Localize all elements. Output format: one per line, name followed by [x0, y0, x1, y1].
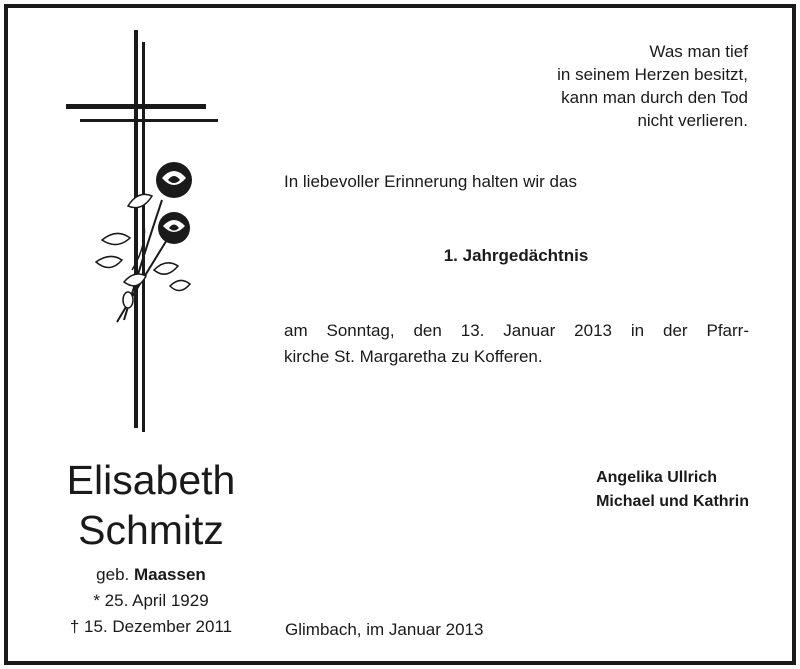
memorial-quote [557, 40, 748, 132]
nee-prefix: geb. [96, 565, 134, 584]
cross-with-roses-icon [62, 30, 222, 432]
place-date: Glimbach, im Januar 2013 [285, 620, 484, 639]
service-line: am Sonntag, den 13. Januar 2013 in der Pfarr- [284, 321, 749, 340]
death-date: † 15. Dezember 2011 [69, 617, 233, 636]
signer-name: Michael und Kathrin [596, 493, 749, 510]
service-line: kirche St. Margaretha zu Kofferen. [284, 347, 543, 366]
quote-line: nicht verlieren. [637, 111, 748, 130]
service-details [284, 318, 749, 370]
last-name: Schmitz [78, 507, 224, 553]
signer-name: Angelika Ullrich [596, 469, 718, 486]
birth-date: * 25. April 1929 [93, 591, 209, 610]
intro-text: In liebevoller Erinnerung halten wir das [284, 172, 577, 191]
maiden-name-line [30, 562, 272, 588]
deceased-name [30, 455, 272, 555]
maiden-name: Maassen [133, 565, 206, 584]
signers [596, 466, 749, 514]
quote-line: Was man tief [649, 42, 748, 61]
quote-line: in seinem Herzen besitzt, [557, 65, 748, 84]
life-dates [30, 562, 272, 640]
quote-line: kann man durch den Tod [561, 88, 748, 107]
anniversary-heading: 1. Jahrgedächtnis [443, 246, 589, 265]
first-name: Elisabeth [66, 457, 236, 503]
